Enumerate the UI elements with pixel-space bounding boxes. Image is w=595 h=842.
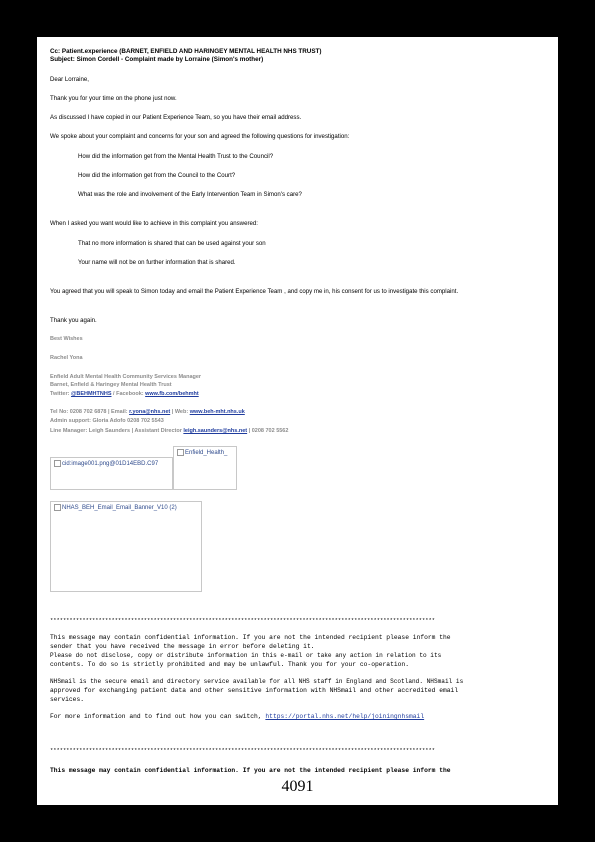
subject-line xyxy=(50,56,263,63)
disclaimer-line-5: NHSmail is the secure email and directory service available for all NHS staff in England and Scotland. NHSmail is xyxy=(50,678,464,685)
admin-support: Admin support: Gloria Adofo 0208 702 5543 xyxy=(50,418,164,424)
closing: Best Wishes xyxy=(50,336,83,342)
page-number: 4091 xyxy=(281,778,314,795)
sender-role: Enfield Adult Mental Health Community Services Manager xyxy=(50,374,202,380)
disclaimer-line-8 xyxy=(50,713,424,720)
broken-image-icon xyxy=(54,504,61,511)
line-manager-text: Line Manager: Leigh Saunders | Assistant Director xyxy=(50,428,182,434)
contact-line xyxy=(50,409,245,415)
answer-2: Your name will not be on further information that is shared. xyxy=(78,259,236,266)
joining-nhsmail-link[interactable]: https://portal.nhs.net/help/joiningnhsmail xyxy=(265,713,425,720)
question-3: What was the role and involvement of the Early Intervention Team in Simon's care? xyxy=(78,191,302,198)
disclaimer-line-4: contents. To do so is strictly prohibited and may be unlawful. Thank you for your co-operation. xyxy=(50,661,409,668)
document-page xyxy=(37,37,558,805)
facebook-label: / Facebook: xyxy=(111,391,144,397)
disclaimer-line-6: approved for exchanging patient data and other sensitive information with NHSmail and other accredited email xyxy=(50,687,459,694)
greeting: Dear Lorraine, xyxy=(50,76,89,83)
facebook-link[interactable]: www.fb.com/behmht xyxy=(145,391,199,397)
tel-text: Tel No: 0208 702 6878 | Email: xyxy=(50,409,128,415)
sender-org: Barnet, Enfield & Haringey Mental Health Trust xyxy=(50,382,172,388)
separator-stars-2: *********************************************************************************************************************** xyxy=(50,748,435,754)
email-link[interactable]: r.yona@nhs.net xyxy=(129,409,171,415)
disclaimer-line-1: This message may contain confidential information. If you are not the intended recipient please inform the xyxy=(50,634,451,641)
email-banner-image xyxy=(50,501,202,592)
disclaimer-line-9: This message may contain confidential information. If you are not the intended recipient please inform the xyxy=(50,767,451,774)
switch-text: For more information and to find out how you can switch, xyxy=(50,713,262,720)
line-manager-phone: | 0208 702 5562 xyxy=(247,428,289,434)
web-link[interactable]: www.beh-mht.nhs.uk xyxy=(189,409,245,415)
logo-image-1 xyxy=(50,457,173,490)
subject-value: Simon Cordell - Complaint made by Lorraine (Simon's mother) xyxy=(76,56,264,63)
question-1: How did the information get from the Mental Health Trust to the Council? xyxy=(78,153,274,160)
cc-line xyxy=(50,48,322,55)
sender-name: Rachel Yona xyxy=(50,355,83,361)
disclaimer-line-7: services. xyxy=(50,696,85,703)
paragraph-3: We spoke about your complaint and concerns for your son and agreed the following questions for investigation: xyxy=(50,133,350,140)
social-line xyxy=(50,391,199,397)
paragraph-1: Thank you for your time on the phone just now. xyxy=(50,95,177,102)
paragraph-5: You agreed that you will speak to Simon today and email the Patient Experience Team , and copy me in, his consent for us to investigate this complaint. xyxy=(50,288,459,295)
line-manager-email-link[interactable]: leigh.saunders@nhs.net xyxy=(183,428,248,434)
question-2: How did the information get from the Council to the Court? xyxy=(78,172,236,179)
line-manager-line xyxy=(50,428,288,434)
broken-image-icon xyxy=(177,449,184,456)
disclaimer-line-3: Please do not disclose, copy or distribute information in this e-mail or take any action in relation to its xyxy=(50,652,442,659)
image-1-alt: cid:image001.png@01D14EBD.C97 xyxy=(62,461,159,468)
separator-stars: *********************************************************************************************************************** xyxy=(50,618,435,624)
image-2-alt: Enfield_Health_ xyxy=(185,450,228,457)
twitter-label: Twitter: xyxy=(50,391,70,397)
subject-label: Subject: xyxy=(50,56,75,63)
thanks: Thank you again. xyxy=(50,317,97,324)
cc-label: Cc: xyxy=(50,48,61,55)
twitter-link[interactable]: @BEHMHTNHS xyxy=(70,391,112,397)
cc-value: Patient.experience (BARNET, ENFIELD AND HARINGEY MENTAL HEALTH NHS TRUST) xyxy=(61,48,322,55)
disclaimer-line-2: sender that you have received the message in error before deleting it. xyxy=(50,643,315,650)
paragraph-4: When I asked you want would like to achieve in this complaint you answered: xyxy=(50,220,258,227)
banner-alt: NHAS_BEH_Email_Email_Banner_V10 (2) xyxy=(62,505,177,512)
answer-1: That no more information is shared that can be used against your son xyxy=(78,240,266,247)
broken-image-icon xyxy=(54,460,61,467)
paragraph-2: As discussed I have copied in our Patient Experience Team, so you have their email address. xyxy=(50,114,302,121)
logo-image-2 xyxy=(173,446,237,490)
web-label: | Web: xyxy=(170,409,189,415)
